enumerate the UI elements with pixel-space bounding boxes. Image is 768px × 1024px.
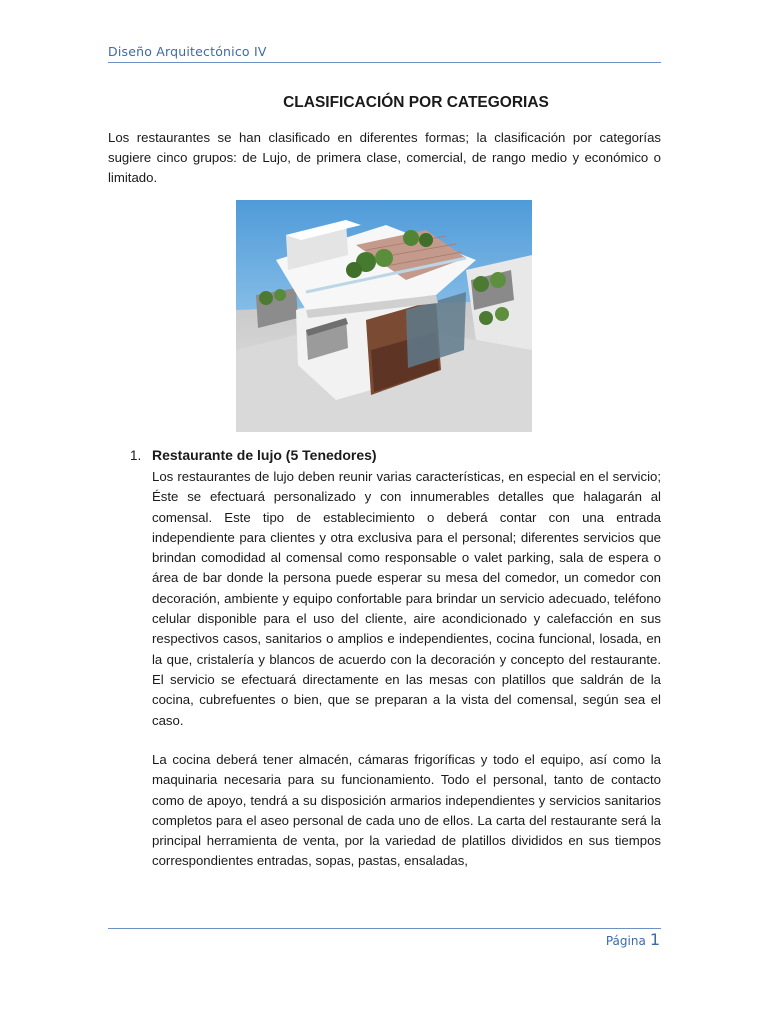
page-title-text: CLASIFICACIÓN POR CATEGORIAS — [283, 94, 549, 111]
page-title — [0, 94, 768, 112]
restaurant-rendering-image — [236, 200, 532, 432]
page-footer — [606, 930, 660, 949]
footer-divider — [108, 928, 661, 929]
page-label: Página — [605, 934, 646, 948]
body-paragraph: La cocina deberá tener almacén, cámaras frigoríficas y todo el equipo, así como la maquinaria necesaria para su funcionamiento. Todo el personal, tanto de contacto como de apoyo, tendrá a su disposición armarios independientes y servicios sanitarios completos para el aseo personal de cada uno de ellos. La carta del restaurante será la principal herramienta de venta, por la variedad de platillos divididos en sus tiempos correspondientes entradas, sopas, pastas, ensaladas, — [152, 752, 661, 869]
section-heading: Restaurante de lujo (5 Tenedores) — [152, 447, 377, 463]
header-title: Diseño Arquitectónico IV — [108, 44, 267, 59]
body-paragraph: Los restaurantes de lujo deben reunir varias características, en especial en el servicio; Éste se efectuará personalizado y con innumerables detalles que halagarán al comensal. Este tipo de establecimiento o deberá contar con una entrada independiente para clientes y otra exclusiva para el personal; diferentes servicios que brindan comodidad al comensal como responsable o valet parking, sala de espera o área de bar donde la persona puede esperar su mesa del comedor, un comedor con decoración, ambiente y equipo confortable para brindar un servicio adecuado, teléfono celular disponible para el uso del cliente, aire acondicionado y calefacción en sus respectivos casos, sanitarios o amplios e independientes, cocina funcional, losada, en la que, cristalería y blancos de acuerdo con la decoración y concepto del restaurante. El servicio se efectuará directamente en las mesas con platillos que saldrán de la cocina, cubrefuentes o bien, que se preparan a la vista del comensal, según sea el caso. — [152, 469, 661, 728]
header-divider — [108, 62, 661, 63]
list-item-number: 1. — [130, 448, 142, 463]
page-number: 1 — [649, 930, 660, 949]
intro-paragraph: Los restaurantes se han clasificado en diferentes formas; la clasificación por categorías sugiere cinco grupos: de Lujo, de primera clase, comercial, de rango medio y económico o limitado. — [108, 130, 661, 185]
